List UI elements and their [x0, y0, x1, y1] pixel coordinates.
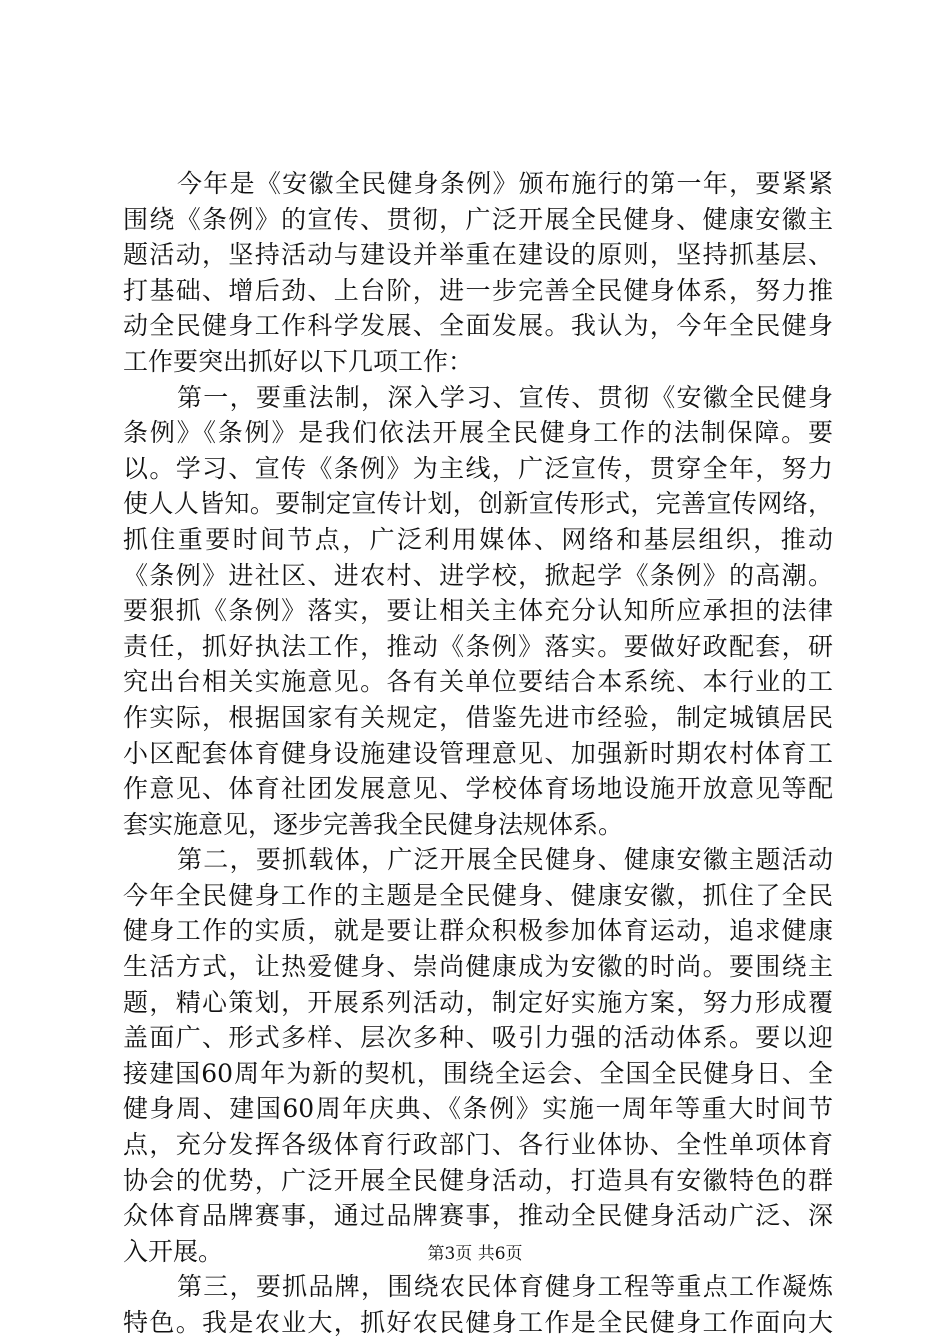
- text-line: 今年全民健身工作的主题是全民健身、健康安徽，抓住了全民: [123, 880, 833, 910]
- paragraph-2: [123, 380, 833, 843]
- text-line: 作实际，根据国家有关规定，借鉴先进市经验，制定城镇居民: [123, 702, 833, 732]
- text-line: 作意见、体育社团发展意见、学校体育场地设施开放意见等配: [123, 774, 833, 804]
- text-line: 题活动，坚持活动与建设并举重在建设的原则，坚持抓基层、: [123, 240, 833, 270]
- text-line: 盖面广、形式多样、层次多种、吸引力强的活动体系。要以迎: [123, 1023, 833, 1053]
- text-line: 第二，要抓载体，广泛开展全民健身、健康安徽主题活动: [177, 845, 833, 875]
- text-line: 以。学习、宣传《条例》为主线，广泛宣传，贯穿全年，努力: [123, 453, 833, 483]
- paragraph-4: [123, 1269, 833, 1340]
- text-line: 《条例》进社区、进农村、进学校，掀起学《条例》的高潮。: [123, 560, 833, 590]
- text-line: 要狠抓《条例》落实，要让相关主体充分认知所应承担的法律: [123, 596, 833, 626]
- text-line: 生活方式，让热爱健身、崇尚健康成为安徽的时尚。要围绕主: [123, 952, 833, 982]
- text-line: 条例》《条例》是我们依法开展全民健身工作的法制保障。要: [123, 418, 833, 448]
- text-line: 抓住重要时间节点，广泛利用媒体、网络和基层组织，推动: [123, 524, 833, 554]
- text-line: 点，充分发挥各级体育行政部门、各行业体协、全性单项体育: [123, 1130, 833, 1160]
- page-number-footer: 第3页 共6页: [427, 1244, 523, 1264]
- paragraph-1: [123, 166, 833, 380]
- text-line: 众体育品牌赛事，通过品牌赛事，推动全民健身活动广泛、深: [123, 1201, 833, 1231]
- text-line: 动全民健身工作科学发展、全面发展。我认为，今年全民健身: [123, 311, 833, 341]
- document-body: [123, 166, 833, 1341]
- text-line: 围绕《条例》的宣传、贯彻，广泛开展全民健身、健康安徽主: [123, 204, 833, 234]
- text-line: 工作要突出抓好以下几项工作：: [123, 346, 474, 376]
- text-line: 第一，要重法制，深入学习、宣传、贯彻《安徽全民健身: [177, 382, 833, 412]
- text-line: 协会的优势，广泛开展全民健身活动，打造具有安徽特色的群: [123, 1165, 833, 1195]
- text-line: 接建国60周年为新的契机，围绕全运会、全国全民健身日、全: [123, 1058, 833, 1088]
- text-line: 责任，抓好执法工作，推动《条例》落实。要做好政配套，研: [123, 631, 833, 661]
- text-line: 使人人皆知。要制定宣传计划，创新宣传形式，完善宣传网络，: [123, 489, 833, 519]
- text-line: 入开展。: [123, 1236, 224, 1266]
- text-line: 究出台相关实施意见。各有关单位要结合本系统、本行业的工: [123, 667, 833, 697]
- text-line: 题，精心策划，开展系列活动，制定好实施方案，努力形成覆: [123, 987, 833, 1017]
- text-line: 第三，要抓品牌，围绕农民体育健身工程等重点工作凝炼: [177, 1272, 833, 1302]
- paragraph-3: [123, 842, 833, 1269]
- text-line: 今年是《安徽全民健身条例》颁布施行的第一年，要紧紧: [177, 169, 833, 198]
- text-line: 套实施意见，逐步完善我全民健身法规体系。: [123, 809, 624, 839]
- text-line: 健身工作的实质，就是要让群众积极参加体育运动，追求健康: [123, 916, 833, 946]
- text-line: 打基础、增后劲、上台阶，进一步完善全民健身体系，努力推: [123, 275, 833, 305]
- text-line: 特色。我是农业大，抓好农民健身工作是全民健身工作面向大: [123, 1308, 833, 1337]
- text-line: 健身周、建国60周年庆典、《条例》实施一周年等重大时间节: [123, 1094, 833, 1124]
- text-line: 小区配套体育健身设施建设管理意见、加强新时期农村体育工: [123, 738, 833, 768]
